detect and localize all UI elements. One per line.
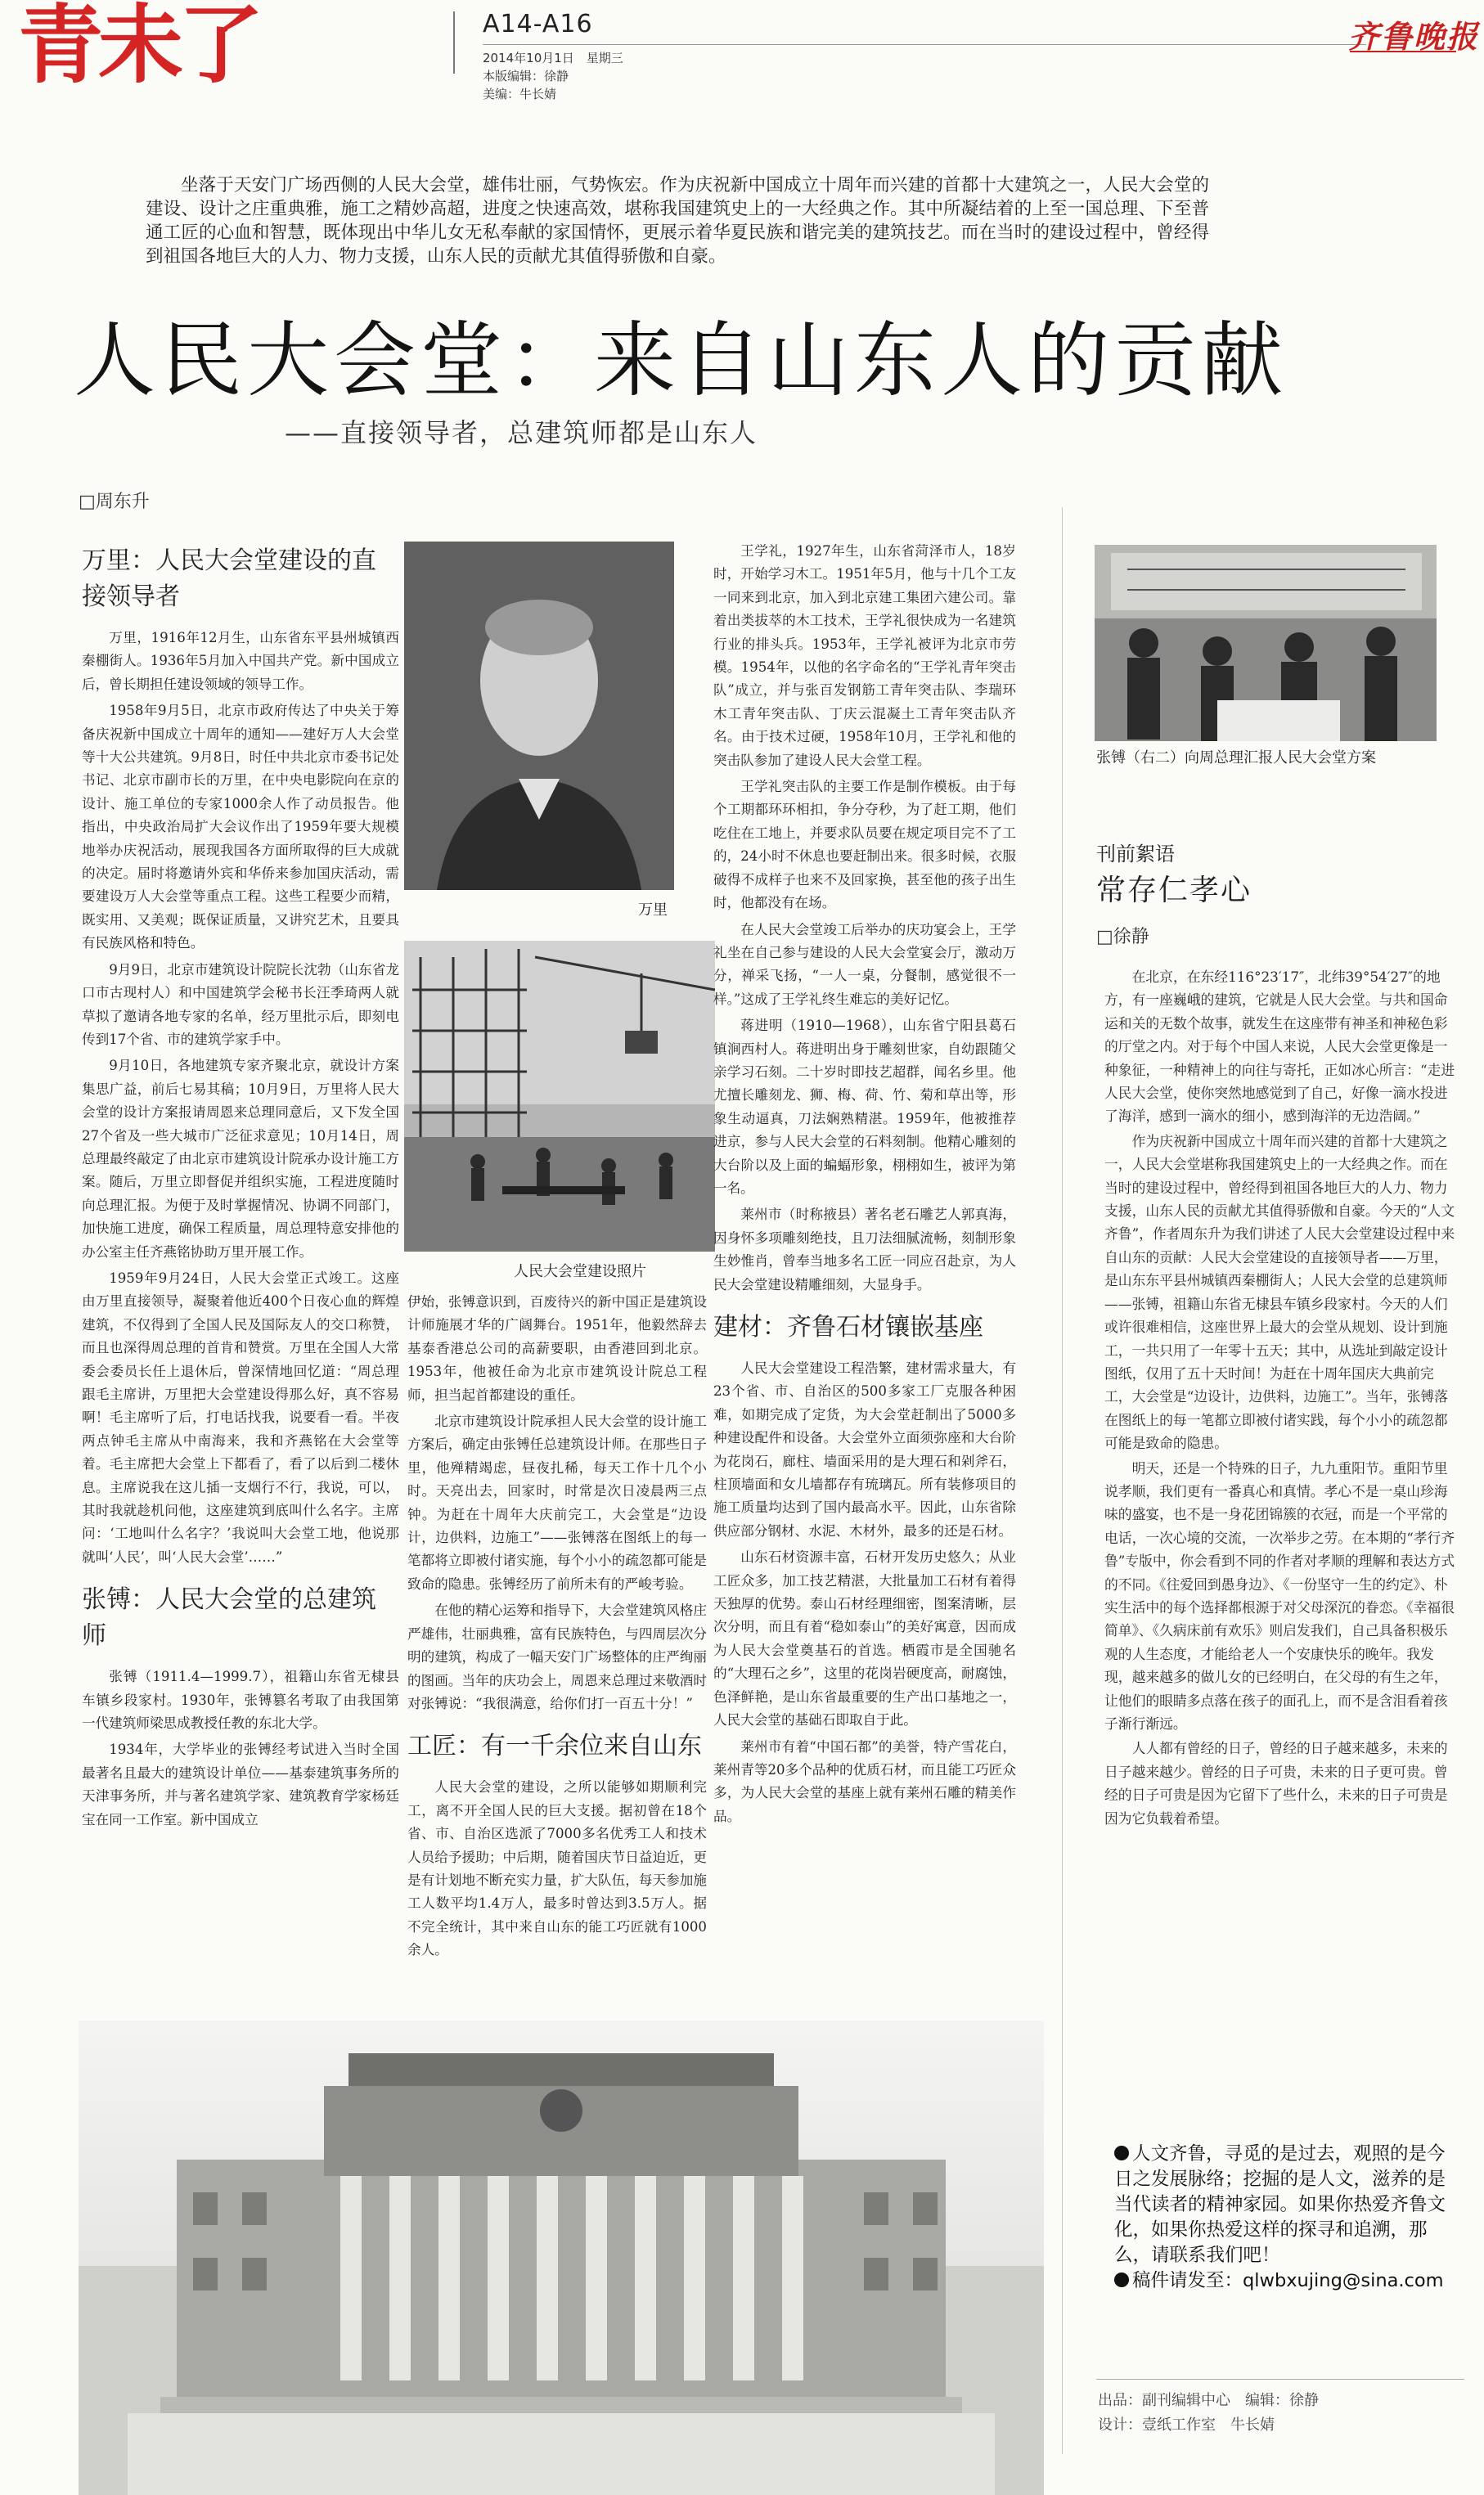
paragraph: 莱州市有着“中国石都”的美誉，特产雪花白，莱州青等20多个品种的优质石材，而且能工巧匠众多，为人民大会堂的基座上就有莱州石雕的精美作品。 xyxy=(713,1738,1016,1824)
masthead xyxy=(0,0,1484,101)
paragraph: 在北京，在东经116°23′17″，北纬39°54′27″的地方，有一座巍峨的建筑，它就是人民大会堂。与共和国命运和关的无数个故事，就发生在这座带有神圣和神秘色彩的厅堂之内。对于每个中国人来说，人民大会堂更像是一种象征，一种精神上的向往与寄托，正如冰心所言：“走进人民大会堂，使你突然地感觉到了自己，好像一滴水投进了海洋，感到一滴水的细小，感到海洋的无边浩阔。” xyxy=(1104,969,1455,1125)
page-designer: 美编：牛长婧 xyxy=(483,87,557,101)
sidebar-kicker: 刊前絮语 xyxy=(1096,843,1175,865)
byline: □周东升 xyxy=(79,492,150,512)
page-range: A14-A16 xyxy=(483,10,593,38)
footer-rule xyxy=(1096,2379,1464,2380)
section-heading-zhangbo: 张镈：人民大会堂的总建筑师 xyxy=(82,1585,376,1651)
column-2 xyxy=(407,1291,707,1966)
column-rule xyxy=(1062,507,1063,2454)
section-heading-materials: 建材：齐鲁石材镶嵌基座 xyxy=(713,1313,983,1342)
paragraph: 张镈（1911.4—1999.7），祖籍山东省无棣县车镇乡段家村。1930年，张镈篡名考取了由我国第一代建筑师梁思成教授任教的东北大学。 xyxy=(82,1669,399,1732)
bullet-icon xyxy=(1114,2272,1129,2287)
paragraph: 作为庆祝新中国成立十周年而兴建的首都十大建筑之一，人民大会堂堪称我国建筑史上的一大经典之作。而在当时的建设过程中，曾经得到祖国各地巨大的人力、物力支援，山东人民的贡献尤其值得骄傲和自豪。今天的“人文齐鲁”，作者周东升为我们讲述了人民大会堂建设过程中来自山东的贡献：人民大会堂建设的直接领导者——万里，是山东东平县州城镇西秦棚街人；人民大会堂的总建筑师——张镈，祖籍山东省无棣县车镇乡段家村。今天的人们或许很难相信，这座世界上最大的会堂从规划、设计到施工，一共只用了一年零十五天；其中，从选址到敲定设计图纸，仅用了五十天时间！为赶在十周年国庆大典前完工，大会堂是“边设计，边供料，边施工”。当年，张镈落在图纸上的每一笔都立即被付诸实践，每个小小的疏忽都可能是致命的隐患。 xyxy=(1104,1132,1455,1452)
wanli-portrait-image xyxy=(404,542,674,890)
paragraph: 1959年9月24日，人民大会堂正式竣工。这座由万里直接领导，凝聚着他近400个日夜心血的辉煌建筑，不仅得到了全国人民及国际友人的交口称赞，而且也深得周总理的首肯和赞赏。万里在全国人大常委会委员长任上退休后，曾深情地回忆道：“周总理跟毛主席讲，万里把大会堂建设得那么好，真不容易啊！毛主席听了后，打电话找我，说要看一看。半夜两点钟毛主席从中南海来，我和齐燕铭在大会堂等着。毛主席把大会堂上下都看了，看了以后到二楼休息。主席说我在这儿插一支烟行不行，我说，可以，其时我就趁机问他，这座建筑到底叫什么名字。主席问：‘工地叫什么名字？’我说叫大会堂工地，他说那就叫‘人民’，叫‘人民大会堂’……” xyxy=(82,1270,399,1565)
newspaper-logo: 齐鲁晚报 xyxy=(1348,18,1480,55)
logo-underline-ornament xyxy=(1350,49,1456,54)
paragraph: 伊始，张镈意识到，百废待兴的新中国正是建筑设计师施展才华的广阔舞台。1951年，他毅然辞去基泰香港总公司的高薪要职，由香港回到北京。1953年，他被任命为北京市建筑设计院总工程师，担当起首都建设的重任。 xyxy=(407,1294,707,1403)
section-heading-wanli: 万里：人民大会堂建设的直接领导者 xyxy=(82,546,376,611)
contact-email[interactable]: qlwbxujing@sina.com xyxy=(1243,2270,1444,2291)
paragraph: 人人都有曾经的日子，曾经的日子越来越多，未来的日子越来越少。曾经的日子可贵，未来的日子更可贵。曾经的日子可贵是因为它留下了些什么，未来的日子可贵是因为它负载着希望。 xyxy=(1104,1740,1448,1827)
paragraph: 在他的精心运筹和指导下，大会堂建筑风格庄严雄伟，壮丽典雅，富有民族特色，与四周层次分明的建筑，构成了一幅天安门广场整体的庄严绚丽的图画。当年的庆功会上，周恩来总理过来敬酒时对张镈说：“我很满意，给你们打一百五十分！” xyxy=(407,1603,707,1711)
wanli-body xyxy=(82,627,399,1569)
page-editor: 本版编辑：徐静 xyxy=(483,69,569,83)
photo-caption-wanli: 万里 xyxy=(638,901,668,919)
headline: 人民大会堂：来自山东人的贡献 xyxy=(74,312,1288,408)
section-title: 青未了 xyxy=(18,0,259,95)
paragraph: 蒋进明（1910—1968），山东省宁阳县葛石镇涧西村人。蒋进明出身于雕刻世家，自幼跟随父亲学习石刻。二十岁时即技艺超群，闻名乡里。他尤擅长雕刻龙、狮、梅、荷、竹、菊和草出等，形象生动逼真，刀法娴熟精湛。1959年，他被推荐进京，参与人民大会堂的石料刻制。他精心雕刻的大台阶以及上面的蝙蝠形象，栩栩如生，被评为第一名。 xyxy=(713,1018,1016,1196)
zhangbo-body xyxy=(82,1666,399,1832)
contact-label: 稿件请发至： xyxy=(1132,2270,1243,2291)
zhangbo-report-image xyxy=(1095,545,1437,741)
page-footer xyxy=(1098,2389,1319,2438)
section-heading-craftsmen: 工匠：有一千余位来自山东 xyxy=(407,1732,702,1761)
footer-credits-line-2: 设计：壹纸工作室 牛长婧 xyxy=(1098,2416,1275,2434)
paragraph: 9月9日，北京市建筑设计院院长沈勃（山东省龙口市古现村人）和中国建筑学会秘书长汪季琦两人就草拟了邀请各地专家的名单，经万里批示后，即刻电传到17个省、市的建筑学家手中。 xyxy=(82,961,399,1047)
masthead-rule xyxy=(483,44,1366,45)
sidebar-body xyxy=(1104,965,1456,1832)
footer-credits-line-1: 出品：副刊编辑中心 编辑：徐静 xyxy=(1098,2392,1319,2409)
paragraph: 王学礼突击队的主要工作是制作模板。由于每个工期都环环相扣，争分夺秒，为了赶工期，他们吃住在工地上，并要求队员要在规定项目完不了工的，24小时不休息也要赶制出来。很多时候，衣服破得不成样子也来不及回家换，甚至他的孩子出生时，他都没有在场。 xyxy=(713,779,1016,911)
promo-contact xyxy=(1114,2268,1458,2294)
sidebar-byline: □徐静 xyxy=(1096,927,1149,947)
paragraph: 人民大会堂建设工程浩繁，建材需求量大，有23个省、市、自治区的500多家工厂克服各种困难，如期完成了定货，为大会堂赶制出了5000多种建设配件和设备。大会堂外立面须弥座和大台阶为花岗石，廊柱、墙面采用的是大理石和剁斧石，柱顶墙面和女儿墙都存有琉璃瓦。所有装修项目的施工质量均达到了国内最高水平。因此，山东省除供应部分钢材、水泥、木材外，最多的还是石材。 xyxy=(713,1360,1016,1539)
issue-date: 2014年10月1日 星期三 xyxy=(483,51,623,65)
paragraph: 莱州市（时称掖县）著名老石雕艺人郭真海，因身怀多项雕刻绝技，且刀法细腻流畅，刻制形象生妙惟肖，曾奉当地多名工匠一同应召赴京，为人民大会堂建设精雕细刻，大显身手。 xyxy=(713,1207,1016,1292)
promo-message: 人文齐鲁，寻觅的是过去，观照的是今日之发展脉络；挖掘的是人文，滋养的是当代读者的精神家园。如果你热爱齐鲁文化，如果你热爱这样的探寻和追溯，那么，请联系我们吧！ xyxy=(1114,2143,1446,2266)
photo-caption-construction: 人民大会堂建设照片 xyxy=(514,1263,646,1280)
masthead-divider xyxy=(453,11,455,74)
promo-text xyxy=(1114,2142,1458,2268)
craftsmen-body xyxy=(407,1776,707,1962)
photo-zhangbo-report xyxy=(1095,545,1437,741)
photo-wanli-portrait xyxy=(404,542,674,890)
paragraph: 王学礼，1927年生，山东省菏泽市人，18岁时，开始学习木工。1951年5月，他与十几个工友一同来到北京，加入到北京建工集团六建公司。靠着出类拔萃的木工技术，王学礼很快成为一名建筑行业的排头兵。1953年，王学礼被评为北京市劳模。1954年，以他的名字命名的“王学礼青年突击队”成立，并与张百发钢筋工青年突击队、李瑞环木工青年突击队、丁庆云混凝土工青年突击队齐名。由于技术过硬，1958年10月，王学礼和他的突击队参加了建设人民大会堂工程。 xyxy=(713,543,1016,768)
paragraph: 人民大会堂的建设，之所以能够如期顺利完工，离不开全国人民的巨大支援。据初曾在18个省、市、自治区选派了7000多名优秀工人和技术人员给予援助；中后期，随着国庆节日益迫近，更是有计划地不断充实力量，扩大队伍，每天参加施工人数平均1.4万人，最多时曾达到3.5万人。据不完全统计，其中来自山东的能工巧匠就有1000余人。 xyxy=(407,1779,707,1958)
zhangbo-continued xyxy=(407,1291,707,1715)
paragraph: 1958年9月5日，北京市政府传达了中央关于筹备庆祝新中国成立十周年的通知——建好万人大会堂等十大公共建筑。9月8日，时任中共北京市委书记处书记、北京市副市长的万里，在中央电影院向在京的设计、施工单位的专家1000余人作了动员报告。他指出，中央政治局扩大会议作出了1959年要大规模地举办庆祝活动，展现我国各方面所取得的巨大成就的决定。届时将邀请外宾和华侨来参加国庆活动，需要建设万人大会堂等重点工程。这些工程要少而精，既实用、又美观；既保证质量，又讲究艺术，且要具有民族风格和特色。 xyxy=(82,703,399,951)
craftsmen-continued xyxy=(713,540,1016,1297)
paragraph: 北京市建筑设计院承担人民大会堂的设计施工方案后，确定由张镈任总建筑设计师。在那些日子里，他殚精竭虑，昼夜扎稀，每天工作十几个小时。天亮出去，回家时，时常是次日凌晨两三点钟。为赶在十周年大庆前完工，大会堂是“边设计，边供料，边施工”——张镈落在图纸上的每一笔都将立即被付诸实施，每个小小的疏忽都可能是致命的隐患。张镈经历了前所未有的严峻考验。 xyxy=(407,1414,707,1592)
great-hall-image xyxy=(79,2021,1044,2495)
paragraph: 9月10日，各地建筑专家齐聚北京，就设计方案集思广益，前后七易其稿；10月9日，万里将人民大会堂的设计方案报请周恩来总理同意后，又下发全国27个省及一些大城市广泛征求意见；10月14日，周总理最终敲定了由北京市建筑设计院承办设计施工方案。随后，万里立即督促并组织实施，工程进度随时向总理汇报。为便于及时掌握情况、协调不同部门，加快施工进度，确保工程质量，周总理特意安排他的办公室主任齐燕铭协助万里开展工作。 xyxy=(82,1058,399,1260)
paragraph: 1934年，大学毕业的张镈经考试进入当时全国最著名且最大的建筑设计单位——基泰建筑事务所的天津事务所，并与著名建筑学家、建筑教育学家杨廷宝在同一工作室。新中国成立 xyxy=(82,1742,399,1827)
sidebar-title: 常存仁孝心 xyxy=(1096,874,1252,907)
paragraph: 在人民大会堂竣工后举办的庆功宴会上，王学礼坐在自己参与建设的人民大会堂宴会厅，激动万分，禅采飞扬，“一人一桌，分餐制，感觉很不一样。”这成了王学礼终生难忘的美好记忆。 xyxy=(713,921,1016,1007)
paragraph: 万里，1916年12月生，山东省东平县州城镇西秦棚街人。1936年5月加入中国共产党。新中国成立后，曾长期担任建设领域的领导工作。 xyxy=(82,630,399,692)
intro-lede: 坐落于天安门广场西侧的人民大会堂，雄伟壮丽，气势恢宏。作为庆祝新中国成立十周年而兴建的首都十大建筑之一，人民大会堂的建设、设计之庄重典雅，施工之精妙高超，进度之快速高效，堪称我国建筑史上的一大经典之作。其中所凝结着的上至一国总理、下至普通工匠的心血和智慧，既体现出中华儿女无私奉献的家国情怀，更展示着华夏民族和谐完美的建筑技艺。而在当时的建设过程中，曾经得到祖国各地巨大的人力、物力支援，山东人民的贡献尤其值得骄傲和自豪。 xyxy=(146,175,1209,267)
materials-body xyxy=(713,1357,1016,1828)
column-promo xyxy=(1114,2142,1458,2294)
photo-great-hall xyxy=(79,2021,1044,2495)
paragraph: 明天，还是一个特殊的日子，九九重阳节。重阳节里说孝顺，我们更有一番真心和真情。孝心不是一桌山珍海味的盛宴，也不是一身花团锦簇的衣冠，而是一个平常的电话，一次心境的交流，一次举步之劳。在本期的“孝行齐鲁”专版中，你会看到不同的作者对孝顺的理解和表达方式的不同。《往爱回到愚身边》、《一份坚守一生的约定》、朴实生活中的每个选择都根源于对父母深沉的眷恋。《幸福很简单》、《久病床前有欢乐》则启发我们，自己具备积极乐观的人生态度，才能给老人一个安康快乐的晚年。我发现，越来越多的做儿女的已经明白，在父母的有生之年，让他们的眼睛多点落在孩子的面孔上，而不是含泪看着孩子渐行渐远。 xyxy=(1104,1459,1455,1732)
column-3 xyxy=(713,540,1016,1832)
photo-caption-zhangbo: 张镈（右二）向周总理汇报人民大会堂方案 xyxy=(1096,749,1376,766)
bullet-icon xyxy=(1114,2146,1129,2160)
paragraph: 山东石材资源丰富，石材开发历史悠久；从业工匠众多，加工技艺精湛，大批量加工石材有着得天独厚的优势。泰山石材经理细密，图案清晰，层次分明，而且有着“稳如泰山”的美好寓意，因而成为人民大会堂奠基石的首选。栖霞市是全国驰名的“大理石之乡”，这里的花岗岩硬度高，耐腐蚀，色泽鲜艳，是山东省最重要的生产出口基地之一，人民大会堂的基础石即取自于此。 xyxy=(713,1549,1016,1729)
masthead-meta xyxy=(483,49,623,103)
subheadline: ——直接领导者，总建筑师都是山东人 xyxy=(285,417,758,448)
column-1 xyxy=(82,543,399,1835)
photo-construction xyxy=(404,941,715,1252)
construction-site-image xyxy=(404,941,715,1252)
